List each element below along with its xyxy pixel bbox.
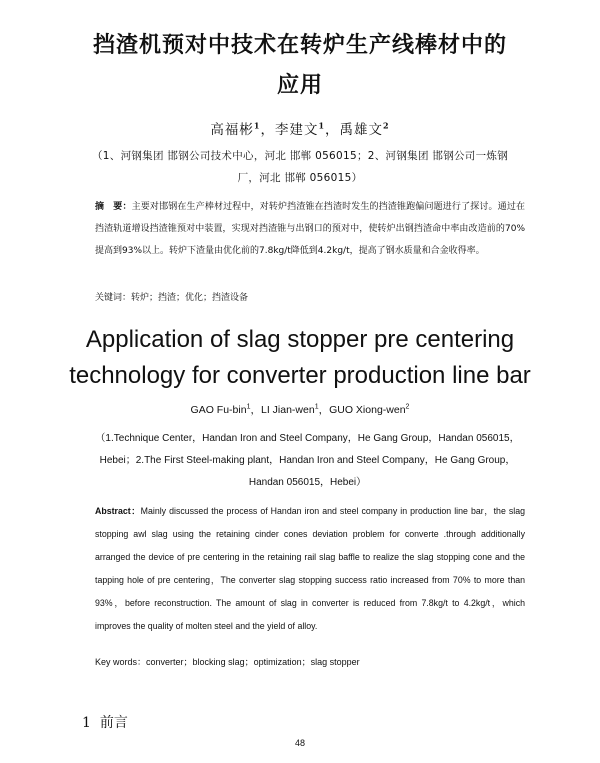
page-number: 48	[294, 738, 305, 748]
en-author-sup: 2	[405, 403, 410, 411]
en-abstract-text: Mainly discussed the process of Handan iron and steel company in production line bar，the slag stopping awl slag using the retaining cinder cones deviation problem for converte .through additionally arranged the device of pre centering in the retaining rail slag baffle to realize the slag stopping cone and the tapping hole of pre centering，The converter slag stopping success ratio increased from 70% to more than 93%，before reconstruction. The amount of slag in converter is reduced from 7.8kg/t to 4.2kg/t，which improves the quality of molten steel and the yield of alloy.	[95, 506, 526, 631]
en-abstract	[95, 500, 525, 638]
cn-author-name: 李建文	[274, 122, 319, 138]
en-affiliation-line3: Handan 056015，Hebei）	[248, 477, 367, 488]
cn-author-name: 禹雄文	[339, 122, 384, 138]
cn-keywords-text: 转炉；挡渣；优化；挡渣设备	[131, 293, 249, 303]
en-author-sup: 1	[246, 403, 251, 411]
en-abstract-label: Abstract：	[95, 506, 141, 516]
en-author-name: LI Jian-wen	[260, 404, 315, 416]
cn-title-line1: 挡渣机预对中技术在转炉生产线棒材中的	[92, 33, 507, 58]
section-heading	[82, 712, 128, 732]
cn-keywords	[95, 290, 525, 303]
cn-author-sup: 2	[383, 120, 390, 131]
cn-author-list	[40, 118, 560, 138]
en-author-list	[60, 402, 540, 417]
cn-abstract-label: 摘 要：	[95, 202, 132, 212]
section-title: 前言	[99, 715, 128, 731]
en-title-line2: technology for converter production line bar	[69, 362, 531, 389]
en-author-name: GUO Xiong-wen	[329, 404, 406, 416]
cn-abstract-text: 主要对邯钢在生产棒材过程中，对转炉挡渣锥在挡渣时发生的挡渣锥跑偏问题进行了探讨。通过在挡渣轨道增设挡渣锥预对中装置，实现对挡渣锥与出钢口的预对中，使转炉出钢挡渣命中率由改造前的70%提高到93%以上。转炉下渣量由优化前的7.8kg/t降低到4.2kg/t，提高了钢水质量和合金收得率。	[95, 202, 525, 256]
en-title-line1: Application of slag stopper pre centering	[85, 326, 515, 353]
cn-title-line2: 应用	[276, 73, 323, 98]
en-affiliation-line1: （1.Technique Center，Handan Iron and Steel Company，He Gang Group，Handan 056015，	[95, 433, 520, 444]
cn-affiliation-line2: 厂，河北 邯郸 056015）	[237, 172, 363, 184]
en-author-separator: ，	[250, 404, 261, 416]
cn-affiliation-line1: （1、河钢集团 邯钢公司技术中心，河北 邯郸 056015；2、河钢集团 邯钢公司一炼钢	[92, 150, 508, 162]
cn-author-name: 高福彬	[210, 122, 254, 138]
cn-author-separator: ，	[260, 122, 275, 138]
en-keywords-label: Key words：	[95, 657, 147, 667]
cn-author-sup: 1	[253, 120, 261, 131]
cn-keywords-label: 关键词：	[95, 293, 132, 303]
cn-author-separator: ，	[325, 122, 340, 138]
en-author-name: GAO Fu-bin	[190, 404, 247, 416]
section-number: 1	[82, 715, 91, 731]
cn-abstract	[95, 196, 525, 262]
cn-author-sup: 1	[318, 120, 326, 131]
en-author-sup: 1	[314, 403, 319, 411]
en-keywords	[95, 655, 525, 668]
en-author-separator: ，	[318, 404, 330, 416]
en-affiliation-line2: Hebei；2.The First Steel-making plant，Handan Iron and Steel Company，He Gang Group，	[99, 455, 516, 466]
en-keywords-text: converter；blocking slag；optimization；slag stopper	[146, 657, 360, 667]
